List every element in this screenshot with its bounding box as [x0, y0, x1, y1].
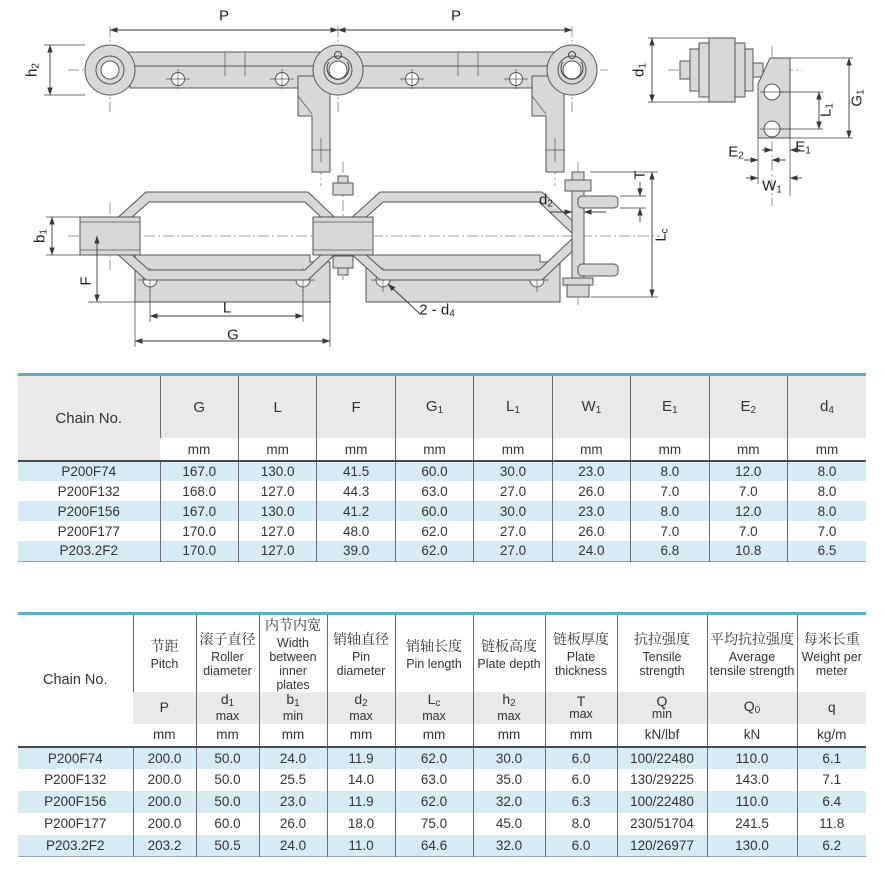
value-cell: 200.0 — [133, 813, 196, 835]
value-cell: 27.0 — [474, 481, 552, 501]
value-cell: 24.0 — [552, 541, 630, 561]
unit-header: mm — [395, 438, 473, 461]
value-cell: 75.0 — [395, 813, 473, 835]
value-cell: 7.0 — [788, 521, 867, 541]
value-cell: 11.0 — [327, 835, 395, 857]
value-cell: 230/51704 — [617, 813, 707, 835]
dim-label-Lc: $L_c$ — [652, 228, 671, 242]
col-name-header: 链板高度 Plate depth — [473, 613, 545, 692]
value-cell: 7.1 — [797, 769, 866, 791]
dimensions-table-header — [18, 375, 866, 462]
value-cell: 26.0 — [552, 521, 630, 541]
value-cell: 127.0 — [238, 521, 316, 541]
value-cell: 30.0 — [474, 461, 552, 481]
value-cell: 6.3 — [545, 791, 617, 813]
unit-header: mm — [473, 724, 545, 747]
value-cell: 50.0 — [196, 791, 259, 813]
value-cell: 100/22480 — [617, 791, 707, 813]
value-cell: 62.0 — [395, 521, 473, 541]
unit-header: mm — [552, 438, 630, 461]
value-cell: 11.9 — [327, 791, 395, 813]
unit-header: mm — [238, 438, 316, 461]
roller — [85, 45, 135, 95]
table-row — [18, 835, 866, 857]
unit-header: mm — [133, 724, 196, 747]
col-header: $L_1$ — [474, 375, 552, 439]
value-cell: 12.0 — [709, 461, 787, 481]
table-row — [18, 461, 866, 481]
unit-header: mm — [160, 438, 238, 461]
value-cell: 26.0 — [552, 481, 630, 501]
col-name-header: 平均抗拉强度 Average tensile strength — [707, 613, 797, 692]
unit-header: mm — [631, 438, 709, 461]
dim-label-d2: $d_2$ — [539, 191, 553, 210]
col-header: $W_1$ — [552, 375, 630, 439]
chain-no-cell: P200F177 — [44, 816, 107, 831]
value-cell: 6.4 — [797, 791, 866, 813]
col-header: $E_1$ — [631, 375, 709, 439]
dim-label-T: T — [631, 170, 649, 180]
dim-label-L1: $L_1$ — [817, 103, 836, 117]
value-cell: 63.0 — [395, 481, 473, 501]
value-cell: 63.0 — [395, 769, 473, 791]
value-cell: 8.0 — [545, 813, 617, 835]
value-cell: 35.0 — [473, 769, 545, 791]
value-cell: 41.2 — [317, 501, 395, 521]
table-row — [18, 791, 866, 813]
unit-header: kg/m — [797, 724, 866, 747]
chain-no-cell: P200F156 — [57, 503, 120, 519]
value-cell: 24.0 — [259, 747, 327, 769]
value-cell: 6.1 — [797, 747, 866, 769]
table-row — [18, 501, 866, 521]
value-cell: 10.8 — [709, 541, 787, 561]
col-symbol-header: $d_1$ max — [196, 692, 259, 724]
value-cell: 168.0 — [160, 481, 238, 501]
unit-header: mm — [196, 724, 259, 747]
value-cell: 30.0 — [474, 501, 552, 521]
unit-header: kN — [707, 724, 797, 747]
dim-label-b1: $b_1$ — [31, 229, 50, 243]
table-row — [18, 481, 866, 501]
value-cell: 41.5 — [317, 461, 395, 481]
value-cell: 130.0 — [238, 501, 316, 521]
value-cell: 11.9 — [327, 747, 395, 769]
dim-label-h2: $h_2$ — [23, 63, 42, 77]
value-cell: 23.0 — [552, 501, 630, 521]
value-cell: 25.5 — [259, 769, 327, 791]
value-cell: 241.5 — [707, 813, 797, 835]
value-cell: 6.0 — [545, 747, 617, 769]
dim-label-p2: P — [450, 7, 462, 25]
dimensions-table-body — [18, 461, 866, 561]
value-cell: 62.0 — [395, 747, 473, 769]
col-name-header: 内节内宽 Width between inner plates — [259, 613, 327, 692]
col-symbol-header: $L_c$ max — [395, 692, 473, 724]
unit-header: mm — [395, 724, 473, 747]
value-cell: 110.0 — [707, 747, 797, 769]
dim-label-G: G — [227, 326, 239, 344]
value-cell: 200.0 — [133, 791, 196, 813]
value-cell: 203.2 — [133, 835, 196, 857]
chain-no-header: Chain No. — [18, 375, 160, 462]
value-cell: 130.0 — [238, 461, 316, 481]
value-cell: 50.0 — [196, 769, 259, 791]
value-cell: 6.0 — [545, 769, 617, 791]
value-cell: 39.0 — [317, 541, 395, 561]
value-cell: 6.5 — [788, 541, 867, 561]
end-view — [648, 38, 853, 206]
value-cell: 7.0 — [709, 481, 787, 501]
chain-no-cell: P200F74 — [47, 750, 103, 766]
chain-no-cell: P200F74 — [61, 464, 117, 479]
technical-drawing — [0, 0, 884, 365]
col-header: L — [238, 375, 316, 439]
table-row — [18, 747, 866, 769]
value-cell: 6.0 — [545, 835, 617, 857]
value-cell: 32.0 — [473, 835, 545, 857]
value-cell: 60.0 — [395, 501, 473, 521]
roller — [547, 45, 597, 95]
table-row — [18, 541, 866, 561]
value-cell: 6.8 — [631, 541, 709, 561]
col-name-header: 销轴直径 Pin diameter — [327, 613, 395, 692]
unit-header: mm — [709, 438, 787, 461]
dim-label-L: L — [222, 299, 232, 317]
col-symbol-header: T max — [545, 692, 617, 724]
value-cell: 100/22480 — [617, 747, 707, 769]
unit-header: kN/lbf — [617, 724, 707, 747]
value-cell: 7.0 — [631, 481, 709, 501]
value-cell: 200.0 — [133, 769, 196, 791]
col-symbol-header: $Q_0$ — [707, 692, 797, 724]
dim-label-p1: P — [218, 7, 230, 25]
value-cell: 27.0 — [474, 521, 552, 541]
value-cell: 24.0 — [259, 835, 327, 857]
value-cell: 48.0 — [317, 521, 395, 541]
col-symbol-header: $b_1$ min — [259, 692, 327, 724]
value-cell: 167.0 — [160, 461, 238, 481]
chain-no-cell: P200F132 — [44, 772, 107, 787]
table-row — [18, 769, 866, 791]
col-symbol-header: $h_2$ max — [473, 692, 545, 724]
value-cell: 8.0 — [788, 481, 867, 501]
col-name-header: 销轴长度 Pin length — [395, 613, 473, 692]
value-cell: 27.0 — [474, 541, 552, 561]
specifications-table-body — [18, 747, 866, 857]
col-symbol-header: Q min — [617, 692, 707, 724]
value-cell: 26.0 — [259, 813, 327, 835]
value-cell: 30.0 — [473, 747, 545, 769]
value-cell: 8.0 — [788, 461, 867, 481]
col-symbol-header: P — [133, 692, 196, 724]
value-cell: 7.0 — [709, 521, 787, 541]
dim-label-d1: $d_1$ — [630, 63, 649, 77]
dim-label-W1: $W_1$ — [762, 177, 782, 196]
value-cell: 14.0 — [327, 769, 395, 791]
col-header: $G_1$ — [395, 375, 473, 439]
chain-no-cell: P203.2F2 — [59, 543, 119, 559]
col-name-header: 抗拉强度 Tensile strength — [617, 613, 707, 692]
chain-no-header: Chain No. — [18, 613, 133, 747]
chain-no-cell: P203.2F2 — [45, 837, 105, 853]
chain-no-cell: P200F156 — [44, 794, 107, 809]
value-cell: 120/26977 — [617, 835, 707, 857]
unit-header: mm — [474, 438, 552, 461]
col-name-header: 滚子直径 Roller diameter — [196, 613, 259, 692]
table-row — [18, 521, 866, 541]
value-cell: 130/29225 — [617, 769, 707, 791]
col-header: $E_2$ — [709, 375, 787, 439]
value-cell: 6.2 — [797, 835, 866, 857]
side-view — [44, 26, 608, 186]
value-cell: 200.0 — [133, 747, 196, 769]
value-cell: 170.0 — [160, 541, 238, 561]
unit-header: mm — [259, 724, 327, 747]
col-symbol-header: q — [797, 692, 866, 724]
value-cell: 44.3 — [317, 481, 395, 501]
value-cell: 64.6 — [395, 835, 473, 857]
value-cell: 23.0 — [552, 461, 630, 481]
col-name-header: 链板厚度 Plate thickness — [545, 613, 617, 692]
value-cell: 143.0 — [707, 769, 797, 791]
value-cell: 60.0 — [395, 461, 473, 481]
value-cell: 45.0 — [473, 813, 545, 835]
value-cell: 62.0 — [395, 791, 473, 813]
value-cell: 18.0 — [327, 813, 395, 835]
dimensions-table — [18, 373, 866, 562]
dim-label-G1: $G_1$ — [848, 89, 867, 107]
value-cell: 127.0 — [238, 541, 316, 561]
value-cell: 8.0 — [631, 461, 709, 481]
unit-header: mm — [788, 438, 867, 461]
chain-no-cell: P200F132 — [57, 483, 120, 499]
top-view — [46, 162, 660, 347]
chain-no-cell: P200F177 — [57, 523, 120, 539]
unit-header: mm — [545, 724, 617, 747]
dim-label-E2: $E_2$ — [728, 143, 744, 162]
value-cell: 110.0 — [707, 791, 797, 813]
dim-label-d4ann: $2 - d_4$ — [419, 301, 455, 320]
value-cell: 50.5 — [196, 835, 259, 857]
value-cell: 12.0 — [709, 501, 787, 521]
value-cell: 127.0 — [238, 481, 316, 501]
unit-header: mm — [317, 438, 395, 461]
value-cell: 62.0 — [395, 541, 473, 561]
col-header: F — [317, 375, 395, 439]
value-cell: 8.0 — [788, 501, 867, 521]
dim-label-E1: $E_1$ — [795, 138, 811, 157]
unit-header: mm — [327, 724, 395, 747]
col-name-header: 节距 Pitch — [133, 613, 196, 692]
value-cell: 170.0 — [160, 521, 238, 541]
value-cell: 130.0 — [707, 835, 797, 857]
col-header: $d_4$ — [788, 375, 867, 439]
col-header: G — [160, 375, 238, 439]
value-cell: 7.0 — [631, 521, 709, 541]
value-cell: 167.0 — [160, 501, 238, 521]
col-symbol-header: $d_2$ max — [327, 692, 395, 724]
specifications-table — [18, 612, 866, 858]
specifications-table-header — [18, 613, 866, 747]
value-cell: 60.0 — [196, 813, 259, 835]
value-cell: 32.0 — [473, 791, 545, 813]
value-cell: 11.8 — [797, 813, 866, 835]
roller — [313, 45, 363, 95]
value-cell: 8.0 — [631, 501, 709, 521]
dim-label-F: F — [77, 276, 95, 286]
col-name-header: 每米长重 Weight per meter — [797, 613, 866, 692]
table-row — [18, 813, 866, 835]
value-cell: 23.0 — [259, 791, 327, 813]
value-cell: 50.0 — [196, 747, 259, 769]
